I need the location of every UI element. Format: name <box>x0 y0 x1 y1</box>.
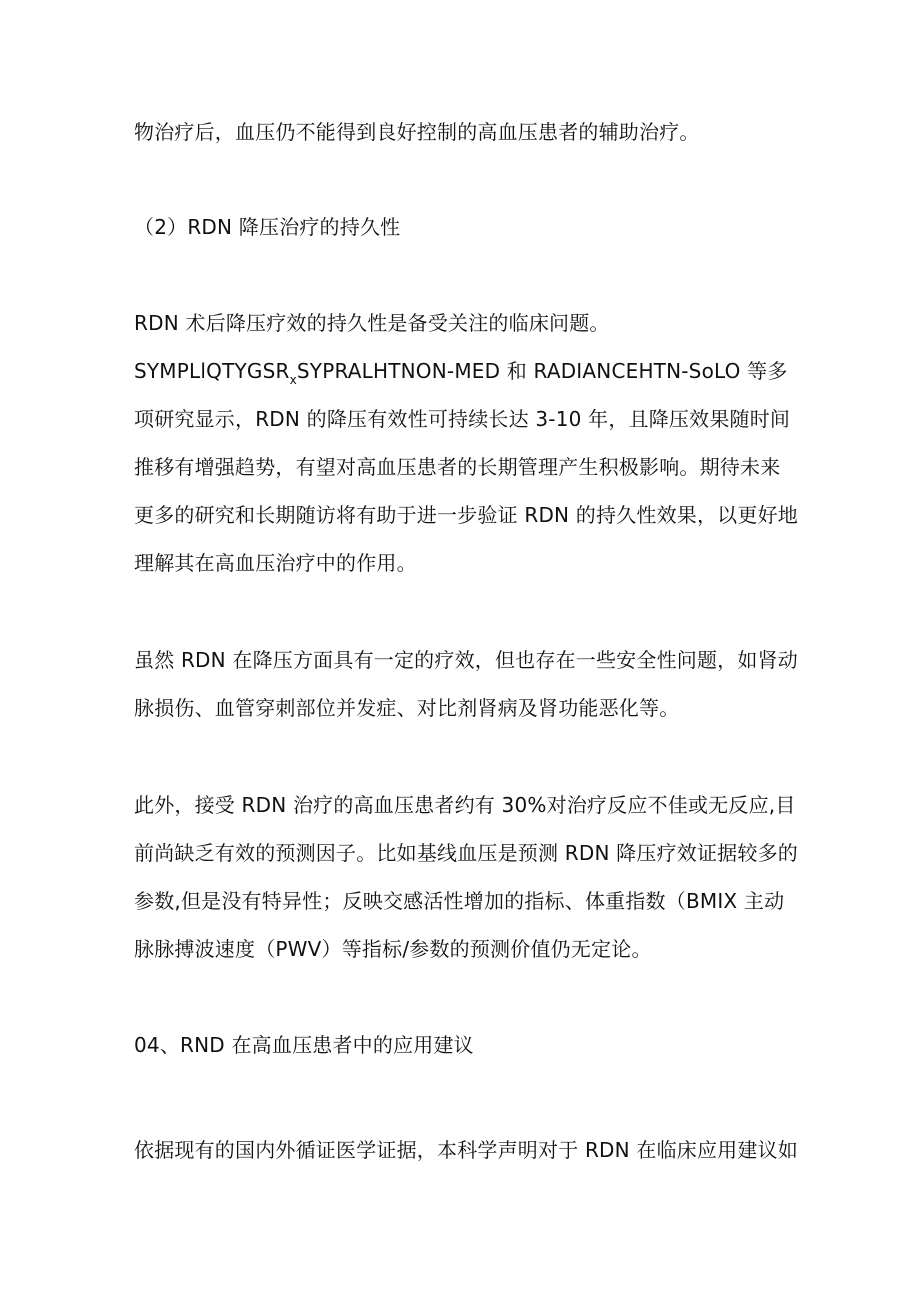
paragraph-line-with-subscript <box>134 356 788 386</box>
paragraph-line: 脉损伤、血管穿刺部位并发症、对比剂肾病及肾功能恶化等。 <box>134 696 680 720</box>
section-heading-durability: （2）RDN 降压治疗的持久性 <box>134 215 401 239</box>
paragraph-line: 依据现有的国内外循证医学证据，本科学声明对于 RDN 在临床应用建议如 <box>134 1138 798 1162</box>
subscript-x: x <box>289 373 297 387</box>
trial-name-prefix: SYMPLlQTYGSR <box>134 359 290 383</box>
paragraph-line: 脉脉搏波速度（PWV）等指标/参数的预测价值仍无定论。 <box>134 937 652 961</box>
paragraph-line: RDN 术后降压疗效的持久性是备受关注的临床问题。 <box>134 311 610 335</box>
paragraph-line: 虽然 RDN 在降压方面具有一定的疗效，但也存在一些安全性问题，如肾动 <box>134 648 798 672</box>
paragraph-line: 项研究显示，RDN 的降压有效性可持续长达 3-10 年，且降压效果随时间 <box>134 407 791 431</box>
paragraph-line: 物治疗后，血压仍不能得到良好控制的高血压患者的辅助治疗。 <box>134 120 700 144</box>
paragraph-line: 理解其在高血压治疗中的作用。 <box>134 551 417 575</box>
paragraph-line: 前尚缺乏有效的预测因子。比如基线血压是预测 RDN 降压疗效证据较多的 <box>134 841 798 865</box>
section-heading-application: 04、RND 在高血压患者中的应用建议 <box>134 1033 474 1057</box>
trial-name-suffix: SYPRALHTNON-MED 和 RADIANCEHTN-SoLO 等多 <box>296 359 788 383</box>
paragraph-line: 更多的研究和长期随访将有助于进一步验证 RDN 的持久性效果，以更好地 <box>134 503 798 527</box>
paragraph-line: 参数,但是没有特异性；反映交感活性增加的指标、体重指数（BMIX 主动 <box>134 889 785 913</box>
paragraph-line: 此外，接受 RDN 治疗的高血压患者约有 30%对治疗反应不佳或无反应,目 <box>134 793 796 817</box>
paragraph-line: 推移有增强趋势，有望对高血压患者的长期管理产生积极影响。期待未来 <box>134 455 781 479</box>
